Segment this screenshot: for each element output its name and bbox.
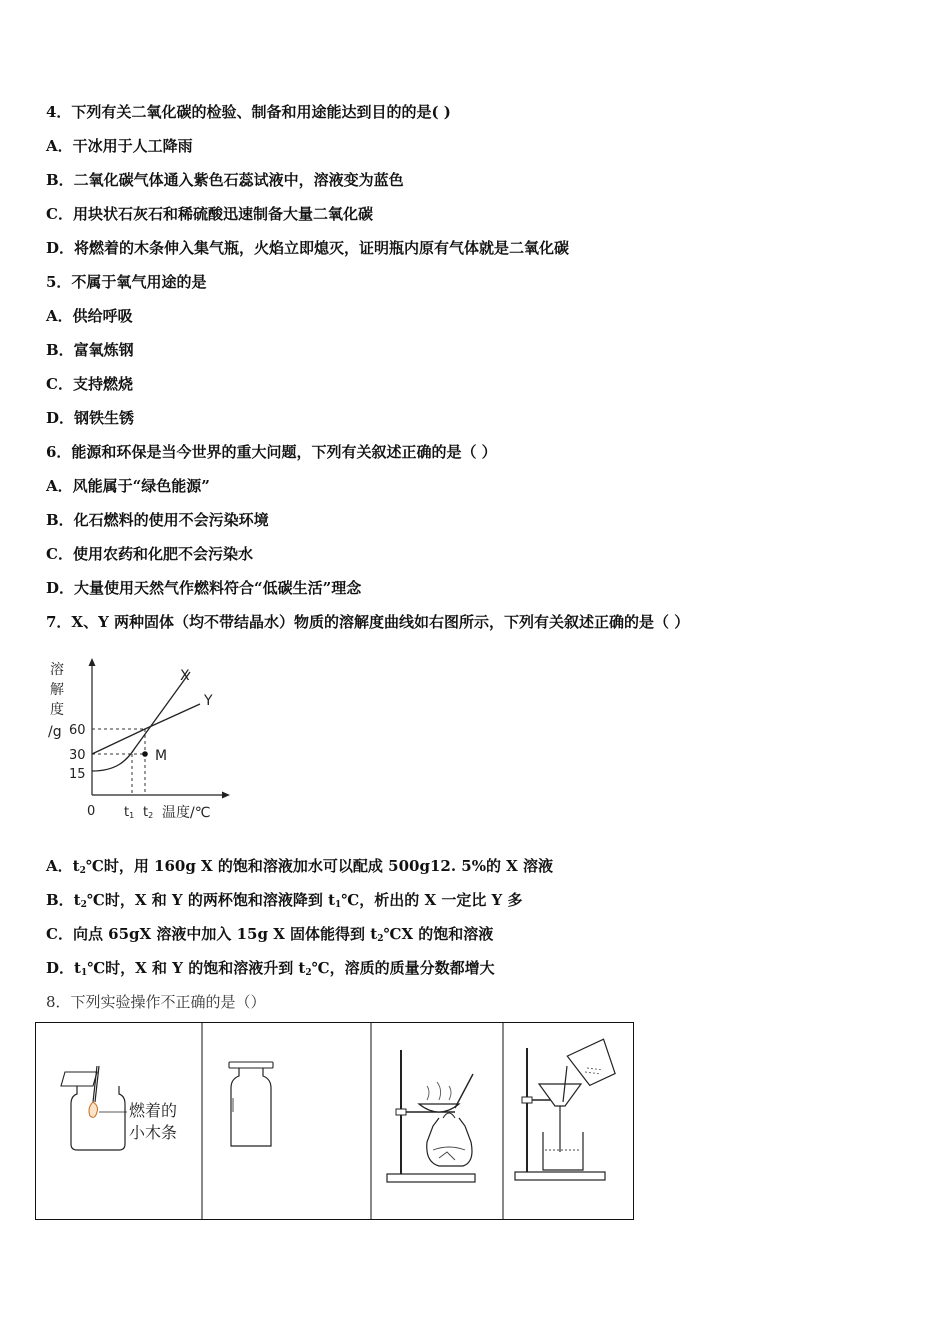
origin-label: 0: [87, 804, 96, 819]
ylabel-4: /g: [48, 724, 62, 740]
q6-option-a: A．风能属于“绿色能源”: [46, 477, 210, 495]
evaporation-figure: [387, 1050, 475, 1182]
x-axis-arrow: [222, 792, 230, 799]
q8-apparatus-table: [35, 1022, 635, 1222]
y-axis-arrow: [89, 658, 96, 666]
filtration-figure: [515, 1039, 619, 1180]
series-x-label: X: [180, 668, 190, 684]
q6-option-d: D．大量使用天然气作燃料符合“低碳生活”理念: [46, 579, 362, 597]
ytick-30: 30: [69, 748, 86, 763]
q5-stem: 5．不属于氧气用途的是: [46, 273, 207, 291]
splint-label-2: 小木条: [129, 1123, 178, 1142]
q5-option-b: B．富氧炼钢: [46, 341, 134, 359]
q7-option-a: A．$t_2℃$时，用 160g X 的饱和溶液加水可以配成 500g12. 5%的 X 溶液: [46, 857, 554, 876]
point-m: [142, 751, 148, 757]
xtick-t2: t2: [143, 805, 154, 820]
q5-option-c: C．支持燃烧: [46, 375, 133, 393]
q5-option-d: D．钢铁生锈: [46, 409, 135, 427]
q5-option-a: A．供给呼吸: [46, 307, 133, 325]
q6-stem: 6．能源和环保是当今世界的重大问题，下列有关叙述正确的是（ ）: [46, 443, 497, 461]
point-m-label: M: [155, 748, 168, 764]
q7-option-d: D．$t_1℃$时，X 和 Y 的饱和溶液升到 $t_2℃$，溶质的质量分数都增大: [46, 959, 495, 978]
gas-jar-splint-figure: [61, 1066, 177, 1150]
q4-option-c: C．用块状石灰石和稀硫酸迅速制备大量二氧化碳: [46, 205, 373, 223]
q7-option-b: B．$t_2℃$时，X 和 Y 的两杯饱和溶液降到 $t_1℃$，析出的 X 一定比 Y 多: [46, 891, 523, 910]
reagent-bottle-figure: [229, 1062, 273, 1146]
q7-option-c: C．向点 65gX 溶液中加入 15g X 固体能得到 $t_2℃X$ 的饱和溶液: [46, 925, 494, 944]
q4-option-d: D．将燃着的木条伸入集气瓶，火焰立即熄灭，证明瓶内原有气体就是二氧化碳: [46, 239, 570, 257]
q4-option-b: B．二氧化碳气体通入紫色石蕊试液中，溶液变为蓝色: [46, 171, 404, 189]
splint-label-1: 燃着的: [129, 1101, 178, 1120]
series-x-curve: [92, 672, 190, 771]
ytick-60: 60: [69, 723, 86, 738]
q4-stem: 4．下列有关二氧化碳的检验、制备和用途能达到目的的是( ): [46, 103, 451, 121]
q6-option-b: B．化石燃料的使用不会污染环境: [46, 511, 269, 529]
xlabel: 温度/℃: [162, 805, 211, 821]
q6-option-c: C．使用农药和化肥不会污染水: [46, 545, 253, 563]
series-y-curve: [92, 704, 200, 754]
ylabel-3: 度: [50, 702, 64, 718]
ylabel-2: 解: [50, 682, 64, 698]
ylabel-1: 溶: [50, 662, 64, 678]
series-y-label: Y: [204, 693, 213, 709]
xtick-t1: t1: [124, 805, 135, 820]
q7-stem: 7．X、Y 两种固体（均不带结晶水）物质的溶解度曲线如右图所示，下列有关叙述正确的是（ ）: [46, 613, 690, 631]
q4-option-a: A．干冰用于人工降雨: [46, 137, 193, 155]
solubility-chart: [40, 650, 240, 825]
q8-stem: 8．下列实验操作不正确的是（）: [46, 993, 266, 1011]
ytick-15: 15: [69, 767, 86, 782]
